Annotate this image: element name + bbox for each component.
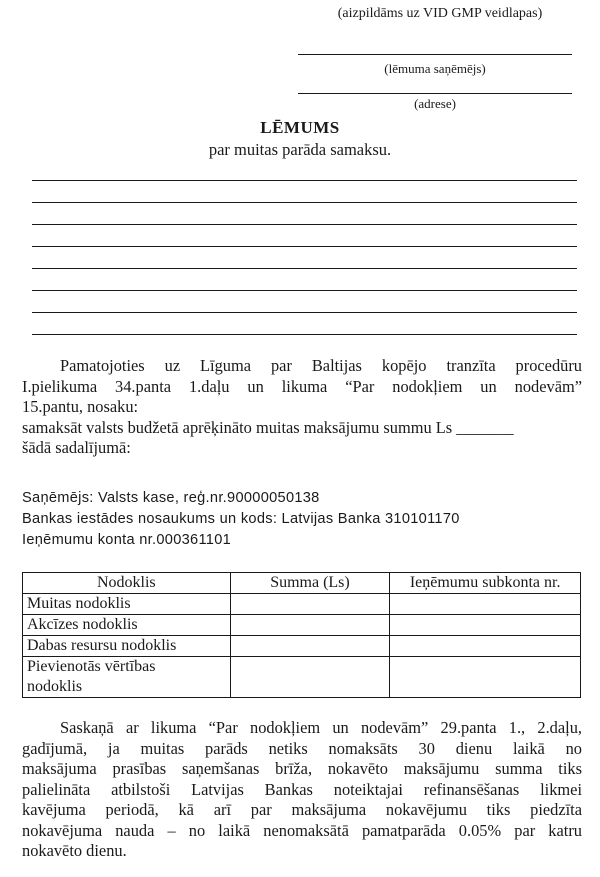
amount-cell [230, 615, 390, 636]
table-row [23, 657, 581, 698]
table-row [23, 636, 581, 657]
amount-line: samaksāt valsts budžetā aprēķināto muitas maksājumu summu Ls _______ [22, 417, 514, 437]
document-subtitle: par muitas parāda samaksu. [208, 140, 392, 159]
tax-name-cell: Muitas nodoklis [23, 594, 231, 615]
address-caption: (adrese) [414, 96, 456, 111]
table-row [23, 615, 581, 636]
penalty-line: Saskaņā ar likuma “Par nodokļiem un nodevām” 29.panta 1., 2.daļu, [60, 718, 582, 737]
subaccount-cell [390, 615, 581, 636]
subaccount-cell [390, 594, 581, 615]
address-line [298, 93, 572, 94]
basis-line: I.pielikuma 34.panta 1.daļu un likuma “Par nodokļiem un nodevām” [22, 376, 582, 396]
recipient-line [298, 54, 572, 55]
blank-line [32, 202, 577, 203]
amount-cell [230, 636, 390, 657]
blank-line [32, 268, 577, 269]
penalty-line: gadījumā, ja muitas parāds netiks nomaksāts 30 dienu laikā no [22, 738, 582, 758]
tax-name-line: Pievienotās vērtības [27, 658, 156, 675]
blank-line [32, 334, 577, 335]
column-header: Summa (Ls) [230, 573, 390, 594]
penalty-paragraph [22, 718, 582, 862]
basis-line: šādā sadalījumā: [22, 438, 131, 457]
subaccount-cell [390, 636, 581, 657]
blank-line [32, 180, 577, 181]
penalty-line: nokavēto dienu. [22, 841, 127, 860]
subaccount-cell [390, 657, 581, 698]
basis-line: 15.pantu, nosaku: [22, 397, 139, 416]
amount-cell [230, 657, 390, 698]
table-header-row [23, 573, 581, 594]
tax-table [22, 572, 581, 698]
tax-name-cell: Dabas resursu nodoklis [23, 636, 231, 657]
penalty-line: palielināta atbilstoši Latvijas Bankas noteiktajai refinansēšanas likmei [22, 779, 582, 799]
recipient-caption: (lēmuma saņēmējs) [384, 61, 486, 76]
blank-line [32, 224, 577, 225]
tax-name-cell [23, 657, 231, 698]
column-header: Ieņēmumu subkonta nr. [390, 573, 581, 594]
basis-paragraph [22, 356, 582, 459]
account-line: Ieņēmumu konta nr.000361101 [22, 532, 232, 548]
blank-line [32, 246, 577, 247]
penalty-line: maksājuma prasības saņemšanas brīža, nokavēto maksājumu summa tiks [22, 759, 582, 778]
bank-line: Bankas iestādes nosaukums un kods: Latvijas Banka 310101170 [22, 511, 460, 527]
basis-line: Pamatojoties uz Līguma par Baltijas kopējo tranzīta procedūru [60, 356, 582, 375]
payee-line: Saņēmējs: Valsts kase, reģ.nr.90000050138 [22, 490, 320, 506]
filler-note: (aizpildāms uz VID GMP veidlapas) [337, 6, 543, 21]
column-header: Nodoklis [23, 573, 231, 594]
penalty-line: nokavējuma nauda – no laikā nenomaksātā pamatparāda 0.05% par katru [22, 820, 582, 840]
document-title: LĒMUMS [260, 118, 340, 137]
amount-cell [230, 594, 390, 615]
penalty-line: kavējuma periodā, kā arī par maksājuma nokavējumu tiks piedzīta [22, 800, 582, 819]
tax-name-cell: Akcīzes nodoklis [23, 615, 231, 636]
blank-line [32, 312, 577, 313]
tax-name-line: nodoklis [27, 678, 83, 695]
table-row [23, 594, 581, 615]
blank-line [32, 290, 577, 291]
